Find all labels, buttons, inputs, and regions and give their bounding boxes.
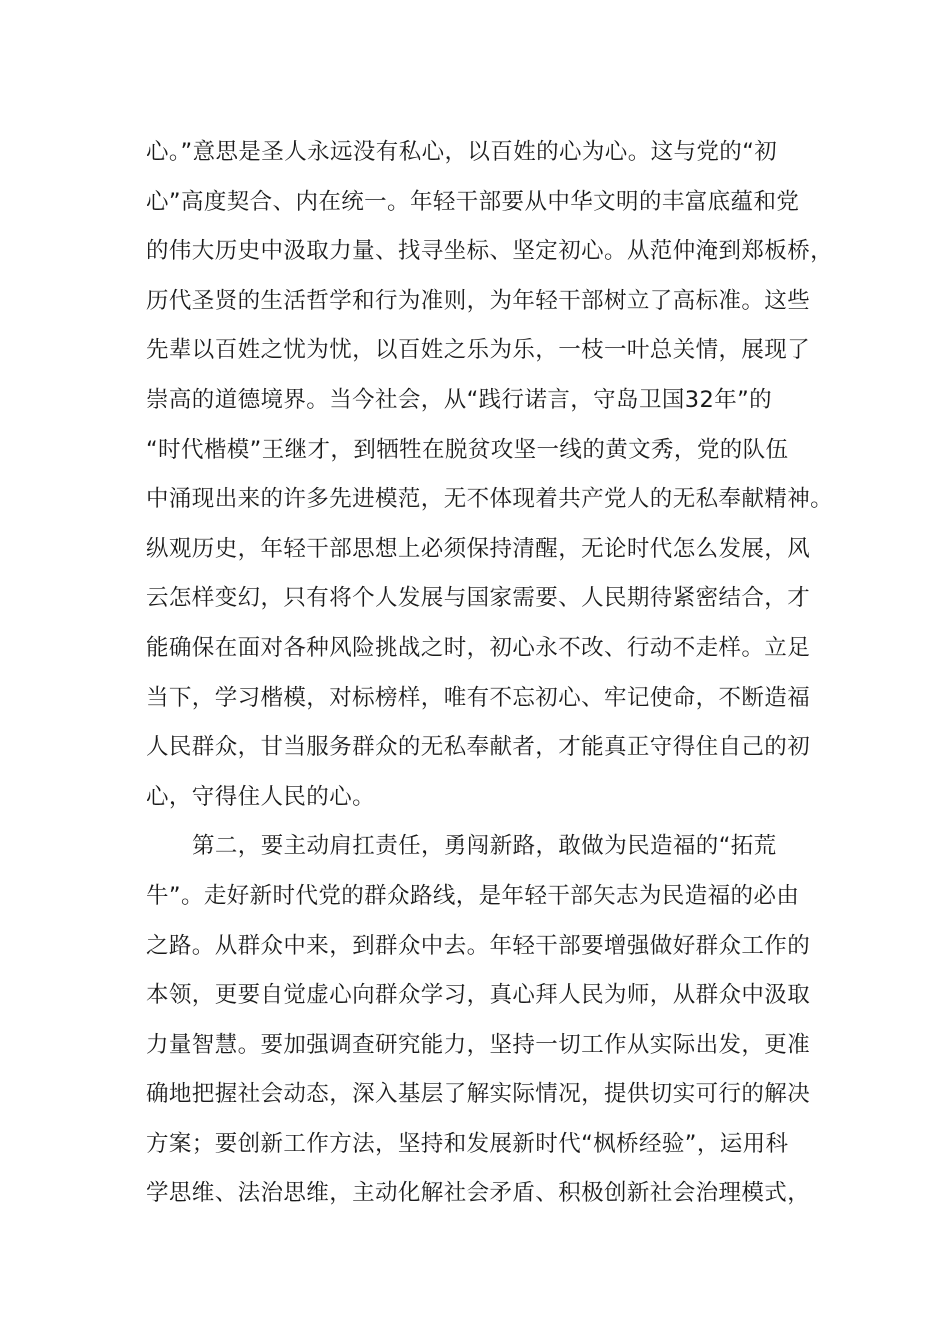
text-line: 心。”意思是圣人永远没有私心，以百姓的心为心。这与党的“初 bbox=[146, 139, 778, 165]
text-line: 牛”。走好新时代党的群众路线，是年轻干部矢志为民造福的必由 bbox=[146, 882, 800, 909]
text-line: 心，守得住人民的心。 bbox=[146, 783, 376, 810]
text-line: 人民群众，甘当服务群众的无私奉献者，才能真正守得住自己的初 bbox=[146, 734, 811, 761]
paragraph-start-line: 第二，要主动肩扛责任，勇闯新路，敢做为民造福的“拓荒 bbox=[192, 833, 777, 860]
text-line: 之路。从群众中来，到群众中去。年轻干部要增强做好群众工作的 bbox=[146, 932, 811, 959]
text-line: 能确保在面对各种风险挑战之时，初心永不改、行动不走样。立足 bbox=[146, 634, 811, 661]
text-line: 心”高度契合、内在统一。年轻干部要从中华文明的丰富底蕴和党 bbox=[146, 188, 800, 215]
text-line: 先辈以百姓之忧为忧，以百姓之乐为乐，一枝一叶总关情，展现了 bbox=[146, 337, 811, 364]
text-line: 力量智慧。要加强调查研究能力，坚持一切工作从实际出发，更准 bbox=[146, 1031, 811, 1058]
text-line: 纵观历史，年轻干部思想上必须保持清醒，无论时代怎么发展，风 bbox=[146, 535, 811, 562]
text-line: “时代楷模”王继才，到牺牲在脱贫攻坚一线的黄文秀，党的队伍 bbox=[146, 436, 789, 463]
text-line: 的伟大历史中汲取力量、找寻坐标、坚定初心。从范仲淹到郑板桥， bbox=[146, 238, 834, 265]
text-line: 崇高的道德境界。当今社会，从“践行诺言，守岛卫国32年”的 bbox=[146, 386, 773, 413]
text-line: 学思维、法治思维，主动化解社会矛盾、积极创新社会治理模式， bbox=[146, 1180, 811, 1207]
text-line: 历代圣贤的生活哲学和行为准则，为年轻干部树立了高标准。这些 bbox=[146, 287, 811, 314]
text-line: 中涌现出来的许多先进模范，无不体现着共产党人的无私奉献精神。 bbox=[146, 486, 834, 513]
body-text bbox=[146, 128, 834, 1219]
text-line: 确地把握社会动态，深入基层了解实际情况，提供切实可行的解决 bbox=[146, 1081, 811, 1108]
text-line: 本领，更要自觉虚心向群众学习，真心拜人民为师，从群众中汲取 bbox=[146, 982, 811, 1009]
text-line: 当下，学习楷模，对标榜样，唯有不忘初心、牢记使命，不断造福 bbox=[146, 684, 811, 711]
text-line: 云怎样变幻，只有将个人发展与国家需要、人民期待紧密结合，才 bbox=[146, 585, 811, 612]
text-line: 方案；要创新工作方法，坚持和发展新时代“枫桥经验”，运用科 bbox=[146, 1130, 789, 1157]
